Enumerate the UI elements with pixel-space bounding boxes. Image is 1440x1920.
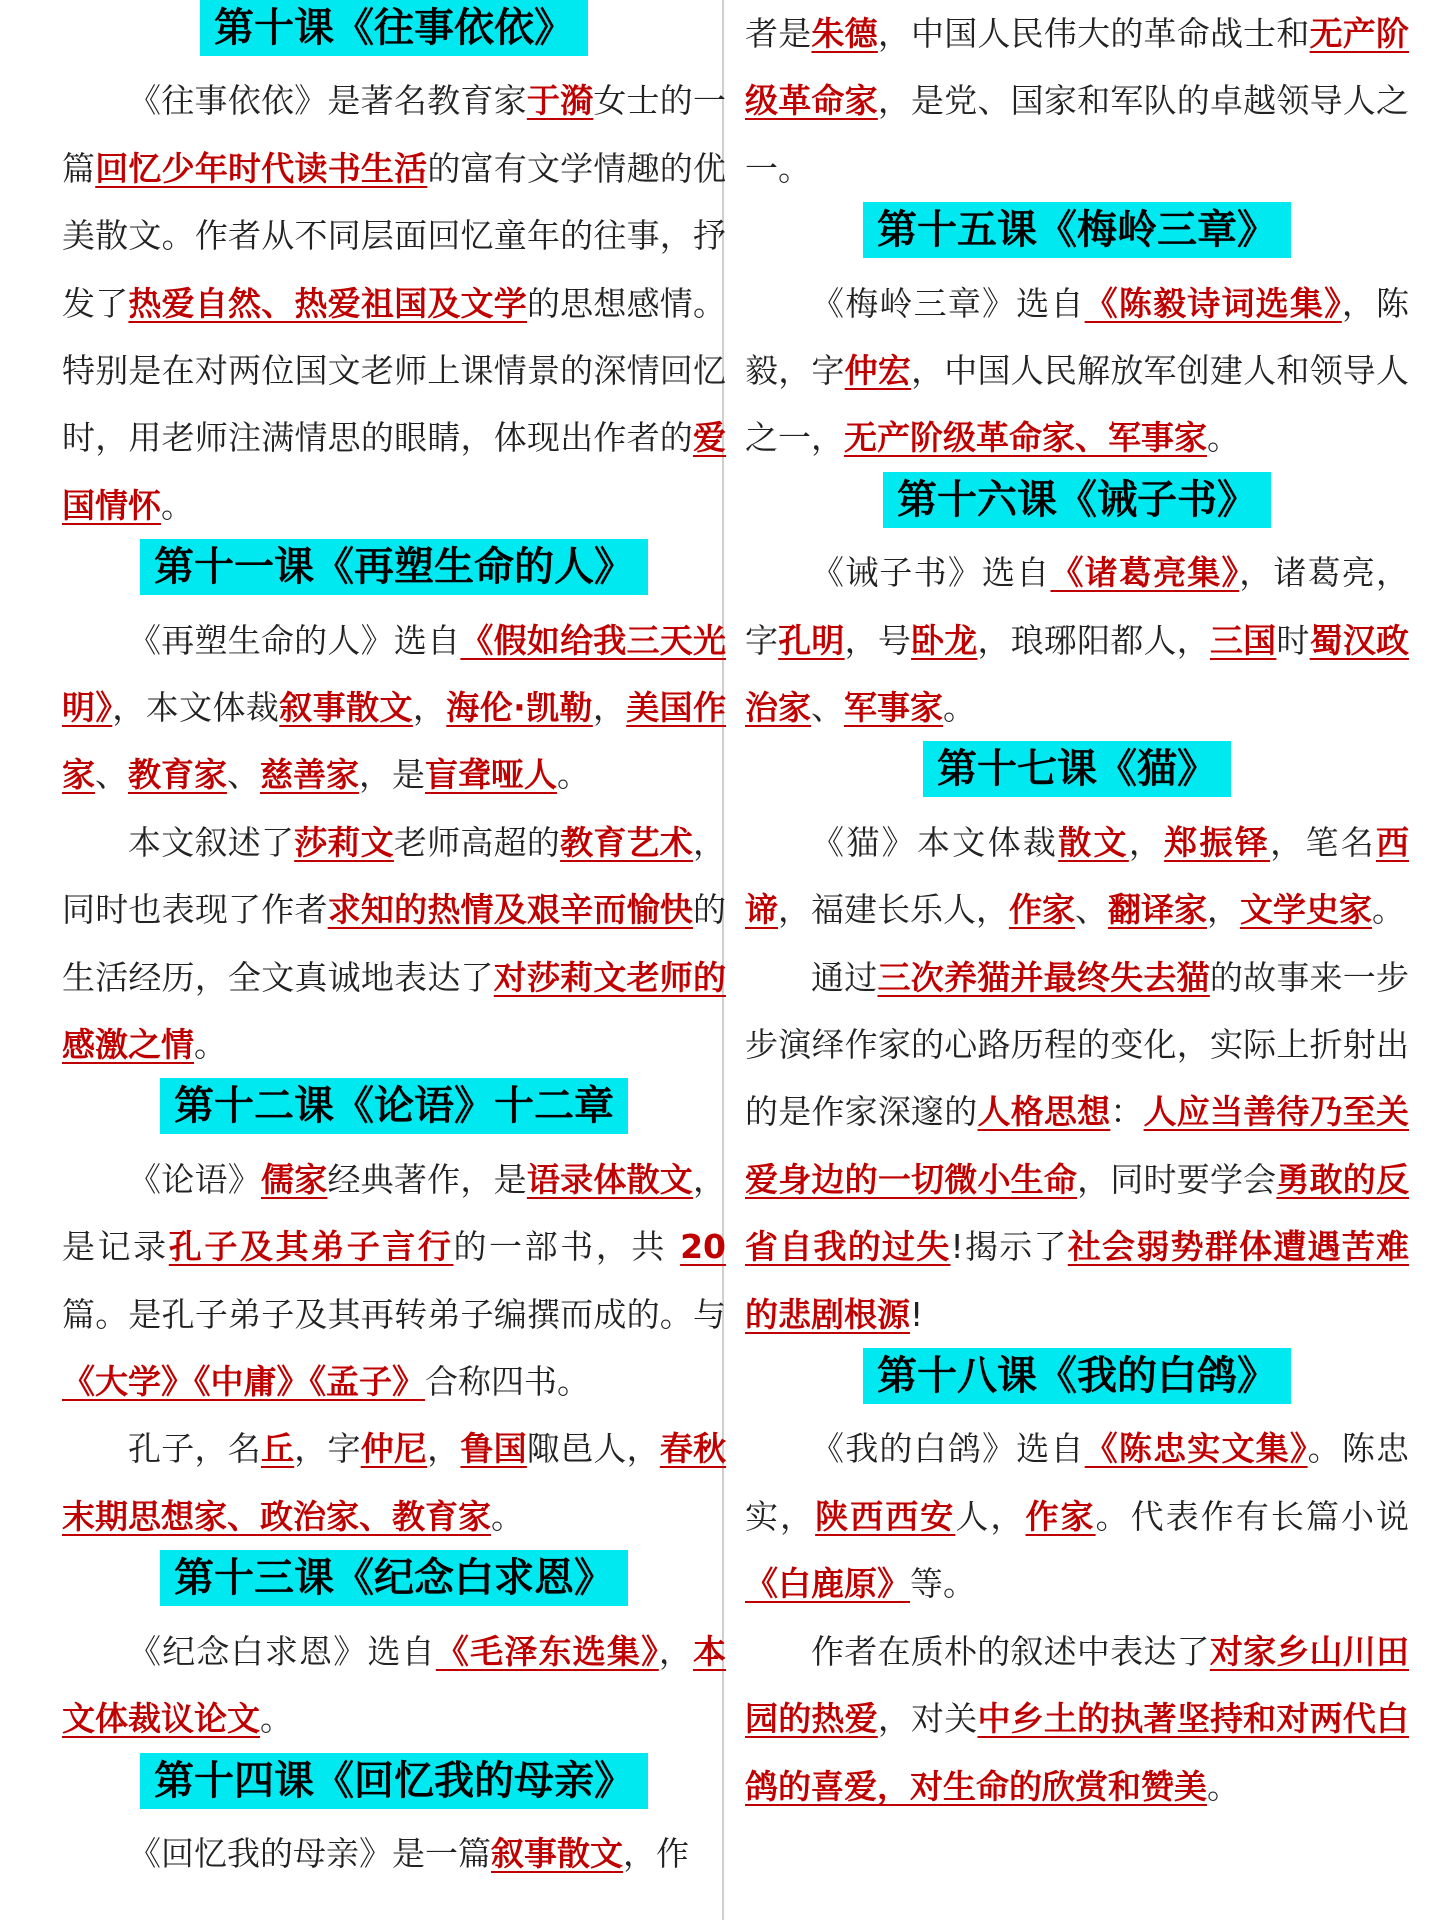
key-term: 海伦·凯勒 xyxy=(446,688,593,728)
paragraph-text: 陬邑人， xyxy=(526,1429,660,1469)
paragraph-text: 、 xyxy=(227,755,260,795)
paragraph-text: ，诸葛亮，字 xyxy=(745,553,1410,660)
paragraph-text: 《猫》本文体裁 xyxy=(811,822,1059,862)
paragraph-text: 。 xyxy=(1207,418,1240,458)
lesson-title-row xyxy=(745,741,1409,808)
paragraph-text: 《论语》 xyxy=(128,1159,261,1199)
lesson-title-row xyxy=(62,1550,726,1617)
paragraph-text: ，笔名 xyxy=(1270,822,1376,862)
key-term: 爱国情怀 xyxy=(62,418,726,525)
key-term: 人格思想 xyxy=(977,1092,1111,1132)
paragraph-text: 经典著作，是 xyxy=(327,1159,527,1199)
key-term: 语录体散文 xyxy=(526,1159,694,1199)
paragraph-text: 者是 xyxy=(745,14,812,53)
paragraph-text: 。 xyxy=(1372,890,1405,930)
key-term: 《毛泽东选集》 xyxy=(435,1631,659,1671)
key-term: 美国作家 xyxy=(62,688,727,795)
paragraph-text: 。 xyxy=(194,1025,227,1065)
key-term: 作家 xyxy=(1025,1496,1096,1536)
key-term: 社会弱势群体遭遇苦难的悲剧根源 xyxy=(745,1227,1410,1334)
paragraph-text: ， xyxy=(427,1429,461,1469)
lesson-paragraph xyxy=(745,539,1409,741)
left-column xyxy=(62,0,726,1887)
key-term: 军事家 xyxy=(844,688,943,728)
key-term: 盲聋哑人 xyxy=(425,755,557,795)
paragraph-text: ， xyxy=(1207,890,1240,930)
key-term: 丘 xyxy=(260,1429,295,1469)
paragraph-text: ，是党、国家和军队的卓越领导人之一。 xyxy=(745,81,1410,188)
key-term: 《诸葛亮集》 xyxy=(1050,553,1240,593)
paragraph-text: 《再塑生命的人》选自 xyxy=(128,620,461,660)
paragraph-text: ，字 xyxy=(294,1429,361,1469)
lesson-title-row xyxy=(745,202,1409,269)
paragraph-text: 孔子，名 xyxy=(128,1429,261,1469)
lesson-paragraph xyxy=(62,1618,726,1753)
key-term: 回忆少年时代读书生活 xyxy=(95,148,428,188)
key-term: 对莎莉文老师的感激之情 xyxy=(62,957,727,1065)
lesson-title: 第十课《往事依依》 xyxy=(200,0,588,56)
paragraph-text: ，福建长乐人， xyxy=(778,890,1009,930)
paragraph-text: 《诫子书》选自 xyxy=(811,553,1051,593)
paragraph-text: ，作 xyxy=(623,1833,689,1873)
paragraph-text: 人， xyxy=(955,1496,1026,1536)
lesson-paragraph xyxy=(745,809,1409,944)
key-term: 郑振铎 xyxy=(1164,822,1271,862)
paragraph-text: ，陈毅，字 xyxy=(745,283,1410,391)
paragraph-text: 的故事来一步步演绎作家的心路历程的变化，实际上折射出的是作家深邃的 xyxy=(745,957,1410,1132)
paragraph-text: ，对关 xyxy=(877,1699,978,1739)
key-term: 《陈忠实文集》 xyxy=(1084,1429,1308,1469)
paragraph-text: 、 xyxy=(95,755,128,795)
key-term: 翻译家 xyxy=(1108,890,1207,930)
lesson-title-row xyxy=(745,472,1409,539)
paragraph-text: 时 xyxy=(1276,620,1310,660)
key-term: 教育家 xyxy=(128,755,227,795)
lesson-paragraph xyxy=(745,270,1409,472)
key-term: 三国 xyxy=(1209,620,1277,660)
paragraph-text: 《我的白鸽》选自 xyxy=(811,1429,1085,1469)
key-term: 无产阶级革命家、军事家 xyxy=(844,418,1207,458)
lesson-title-row xyxy=(62,1078,726,1145)
key-term: 中乡土的执著坚持和对两代白鸽的喜爱，对生命的欣赏和赞美 xyxy=(745,1699,1410,1806)
paragraph-text: 合称四书。 xyxy=(425,1362,590,1402)
key-term: 《假如给我三天光明》 xyxy=(62,620,727,728)
key-term: 陕西西安 xyxy=(815,1496,956,1536)
paragraph-text: 。陈忠实， xyxy=(745,1429,1410,1536)
key-term: 蜀汉政治家 xyxy=(745,620,1410,728)
key-term: 西谛 xyxy=(745,822,1409,930)
key-term: 卧龙 xyxy=(911,620,978,660)
key-term: 儒家 xyxy=(260,1159,328,1199)
paragraph-text: 通过 xyxy=(811,957,878,997)
key-term: 求知的热情及艰辛而愉快 xyxy=(327,890,694,930)
paragraph-text: 本文叙述了 xyxy=(128,822,295,862)
lesson-title-row xyxy=(62,0,726,67)
lesson-title: 第十三课《纪念白求恩》 xyxy=(160,1550,628,1606)
paragraph-text: ，是 xyxy=(359,755,425,795)
key-term: 勇敢的反省自我的过失 xyxy=(745,1159,1410,1267)
lesson-paragraph xyxy=(745,944,1409,1348)
key-term: 人应当善待乃至关爱身边的一切微小生命 xyxy=(745,1092,1410,1199)
key-term: 叙事散文 xyxy=(279,688,413,728)
key-term: 本文体裁议论文 xyxy=(62,1631,727,1739)
paragraph-text: 《纪念白求恩》选自 xyxy=(128,1631,436,1671)
lesson-paragraph xyxy=(62,1820,726,1887)
lesson-title-row xyxy=(745,1348,1409,1415)
paragraph-text: 、 xyxy=(1075,890,1108,930)
paragraph-text: ，号 xyxy=(844,620,912,660)
paragraph-text: 的思想感情。特别是在对两位国文老师上课情景的深情回忆时，用老师注满情思的眼睛，体现出作者的 xyxy=(62,283,727,458)
paragraph-text: ，中国人民伟大的革命战士和 xyxy=(877,14,1310,53)
key-term: 三次养猫并最终失去猫 xyxy=(877,957,1210,997)
key-term: 无产阶级革命家 xyxy=(745,14,1410,121)
paragraph-text: 篇。是孔子弟子及其再转弟子编撰而成的。与 xyxy=(62,1294,726,1334)
key-term: 莎莉文 xyxy=(294,822,394,862)
paragraph-text: 。代表作有长篇小说 xyxy=(1095,1496,1410,1536)
paragraph-text: 。 xyxy=(491,1496,524,1536)
key-term: 20 xyxy=(680,1227,727,1267)
paragraph-text: 的生活经历，全文真诚地表达了 xyxy=(62,890,727,997)
paragraph-text: ，是记录 xyxy=(62,1159,727,1267)
key-term: 对家乡山川田园的热爱 xyxy=(745,1631,1410,1739)
key-term: 孔子及其弟子言行 xyxy=(168,1227,454,1267)
key-term: 《陈毅诗词选集》 xyxy=(1084,283,1342,323)
paragraph-text: 的富有文学情趣的优美散文。作者从不同层面回忆童年的往事，抒发了 xyxy=(62,148,727,323)
paragraph-text: ，中国人民解放军创建人和领导人之一， xyxy=(745,351,1410,458)
lesson-title: 第十六课《诫子书》 xyxy=(883,472,1271,528)
paragraph-text: ，同时要学会 xyxy=(1077,1159,1277,1199)
key-term: 叙事散文 xyxy=(491,1833,623,1873)
paragraph-text: 《梅岭三章》选自 xyxy=(811,283,1085,323)
lesson-paragraph xyxy=(62,1146,726,1416)
paragraph-text: 。 xyxy=(557,755,590,795)
paragraph-text: ， xyxy=(658,1631,694,1671)
lesson-title: 第十八课《我的白鸽》 xyxy=(863,1348,1291,1404)
paragraph-text: 《回忆我的母亲》是一篇 xyxy=(128,1833,491,1873)
paragraph-text: 老师高超的 xyxy=(393,822,561,862)
key-term: 于漪 xyxy=(526,81,594,121)
paragraph-text: 女士的一篇 xyxy=(62,81,727,188)
lesson-paragraph xyxy=(62,1415,726,1550)
lesson-paragraph xyxy=(62,67,726,539)
key-term: 孔明 xyxy=(778,620,845,660)
lesson-title: 第十一课《再塑生命的人》 xyxy=(140,539,648,595)
key-term: 《大学》《中庸》《孟子》 xyxy=(62,1362,425,1402)
lesson-paragraph xyxy=(745,1618,1409,1820)
paragraph-text: 。 xyxy=(161,485,194,525)
key-term: 热爱自然、热爱祖国及文学 xyxy=(128,283,527,323)
paragraph-text: 等。 xyxy=(910,1564,976,1604)
lesson-title: 第十四课《回忆我的母亲》 xyxy=(140,1753,648,1809)
lesson-title-row xyxy=(62,539,726,606)
lesson-paragraph xyxy=(745,0,1409,202)
key-term: 教育艺术 xyxy=(560,822,694,862)
paragraph-text: ，琅琊阳都人， xyxy=(977,620,1210,660)
lesson-title: 第十七课《猫》 xyxy=(923,741,1231,797)
paragraph-text: 作者在质朴的叙述中表达了 xyxy=(811,1631,1210,1671)
key-term: 作家 xyxy=(1009,890,1075,930)
key-term: 《白鹿原》 xyxy=(745,1564,910,1604)
lesson-paragraph xyxy=(745,1415,1409,1617)
paragraph-text: !揭示了 xyxy=(950,1227,1068,1267)
paragraph-text: ， xyxy=(1128,822,1165,862)
key-term: 鲁国 xyxy=(460,1429,527,1469)
paragraph-text: 的一部书，共 xyxy=(453,1227,681,1267)
paragraph-text: ，本文体裁 xyxy=(112,688,280,728)
key-term: 文学史家 xyxy=(1240,890,1372,930)
lesson-title: 第十二课《论语》十二章 xyxy=(160,1078,628,1134)
paragraph-text: ， xyxy=(412,688,447,728)
key-term: 仲宏 xyxy=(844,351,912,391)
key-term: 春秋末期思想家、政治家、教育家 xyxy=(62,1429,727,1536)
paragraph-text: ， xyxy=(592,688,627,728)
lesson-title-row xyxy=(62,1753,726,1820)
right-column xyxy=(745,0,1409,1820)
lesson-paragraph xyxy=(62,809,726,1079)
paragraph-text: 《往事依依》是著名教育家 xyxy=(128,81,527,121)
paragraph-text: 。 xyxy=(943,688,976,728)
paragraph-text: 。 xyxy=(260,1699,293,1739)
paragraph-text: 、 xyxy=(811,688,844,728)
paragraph-text: ： xyxy=(1110,1092,1144,1132)
paragraph-text: ! xyxy=(910,1294,924,1334)
lesson-title: 第十五课《梅岭三章》 xyxy=(863,202,1291,258)
key-term: 散文 xyxy=(1058,822,1129,862)
paragraph-text: 。 xyxy=(1207,1766,1240,1806)
lesson-paragraph xyxy=(62,607,726,809)
key-term: 仲尼 xyxy=(360,1429,428,1469)
key-term: 慈善家 xyxy=(260,755,359,795)
paragraph-text: ，同时也表现了作者 xyxy=(62,822,727,930)
key-term: 朱德 xyxy=(811,14,878,53)
